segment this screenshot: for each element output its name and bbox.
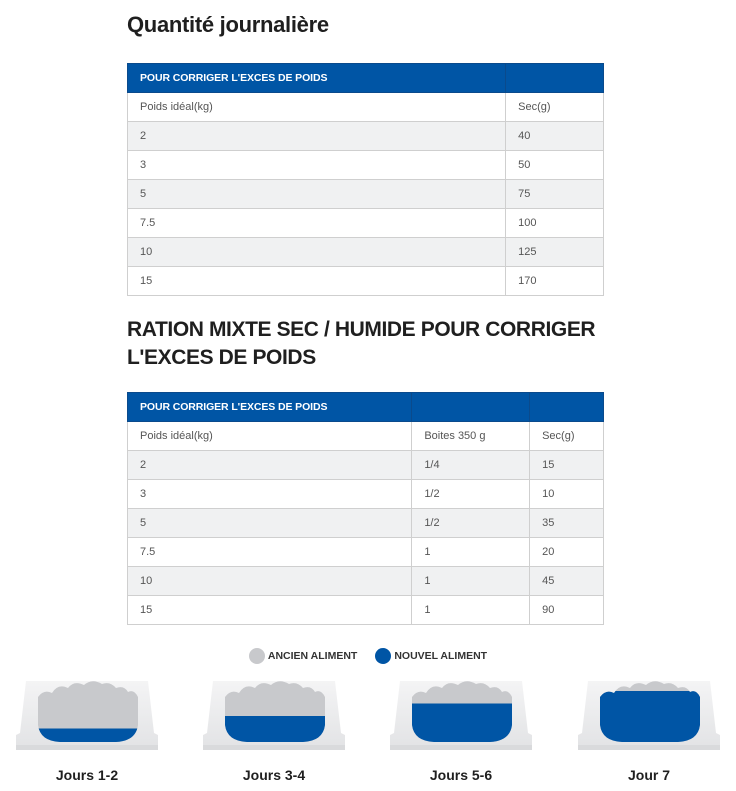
- day-label: Jours 5-6: [429, 767, 493, 783]
- table-header-title: POUR CORRIGER L'EXCES DE POIDS: [128, 64, 506, 93]
- food-bowl-icon: [203, 675, 345, 757]
- table-cell: 3: [128, 151, 506, 180]
- table-cell: 2: [128, 122, 506, 151]
- table-cell: 1: [412, 596, 530, 625]
- table-cell: 15: [128, 596, 412, 625]
- food-legend: [0, 648, 736, 664]
- table-cell: 10: [128, 567, 412, 596]
- mixed-ration-table: [127, 392, 604, 625]
- table-header-empty: [412, 393, 530, 422]
- table-cell: 170: [506, 267, 604, 296]
- table-row: [128, 451, 604, 480]
- table-cell: 15: [530, 451, 604, 480]
- table-header-empty: [530, 393, 604, 422]
- column-label-dry: Sec(g): [530, 422, 604, 451]
- table-cell: 35: [530, 509, 604, 538]
- table-row: [128, 209, 604, 238]
- table-cell: 100: [506, 209, 604, 238]
- table-cell: 5: [128, 509, 412, 538]
- legend-item-new-food: [375, 648, 487, 664]
- table-cell: 15: [128, 267, 506, 296]
- table-row: [128, 151, 604, 180]
- daily-quantity-table: [127, 63, 604, 296]
- table-row: [128, 480, 604, 509]
- column-label-cans: Boites 350 g: [412, 422, 530, 451]
- table-row: [128, 509, 604, 538]
- table-cell: 75: [506, 180, 604, 209]
- table-header-row: [128, 64, 604, 93]
- table-cell: 125: [506, 238, 604, 267]
- blue-dot-icon: [375, 648, 391, 664]
- table-cell: 1/2: [412, 480, 530, 509]
- page-title-daily-quantity: Quantité journalière: [127, 12, 329, 37]
- table-cell: 40: [506, 122, 604, 151]
- table-subheader-row: [128, 93, 604, 122]
- legend-label-old-food: ANCIEN ALIMENT: [267, 650, 358, 662]
- day-label: Jours 3-4: [242, 767, 306, 783]
- table-row: [128, 567, 604, 596]
- grey-dot-icon: [249, 648, 265, 664]
- legend-item-old-food: [249, 648, 357, 664]
- column-label-ideal-weight: Poids idéal(kg): [128, 93, 506, 122]
- day-label: Jour 7: [627, 767, 670, 783]
- table-cell: 7.5: [128, 209, 506, 238]
- table-cell: 2: [128, 451, 412, 480]
- column-label-ideal-weight: Poids idéal(kg): [128, 422, 412, 451]
- table-cell: 1/2: [412, 509, 530, 538]
- table-cell: 1/4: [412, 451, 530, 480]
- table-header-title: POUR CORRIGER L'EXCES DE POIDS: [128, 393, 412, 422]
- section-title-mixed-ration: RATION MIXTE SEC / HUMIDE POUR CORRIGER L'EXCES DE POIDS: [127, 318, 596, 369]
- table-cell: 50: [506, 151, 604, 180]
- food-bowl-icon: [390, 675, 532, 757]
- table-header-row: [128, 393, 604, 422]
- table-cell: 3: [128, 480, 412, 509]
- table-cell: 1: [412, 567, 530, 596]
- table-subheader-row: [128, 422, 604, 451]
- legend-label-new-food: NOUVEL ALIMENT: [394, 650, 488, 662]
- column-label-dry: Sec(g): [506, 93, 604, 122]
- table-row: [128, 596, 604, 625]
- table-cell: 1: [412, 538, 530, 567]
- table-header-empty: [506, 64, 604, 93]
- table-cell: 45: [530, 567, 604, 596]
- table-row: [128, 238, 604, 267]
- table-cell: 10: [530, 480, 604, 509]
- table-cell: 5: [128, 180, 506, 209]
- table-cell: 10: [128, 238, 506, 267]
- table-row: [128, 122, 604, 151]
- table-cell: 90: [530, 596, 604, 625]
- table-row: [128, 267, 604, 296]
- food-bowl-icon: [16, 675, 158, 757]
- day-label: Jours 1-2: [55, 767, 119, 783]
- food-bowl-icon: [578, 675, 720, 757]
- table-cell: 7.5: [128, 538, 412, 567]
- table-row: [128, 180, 604, 209]
- table-cell: 20: [530, 538, 604, 567]
- table-row: [128, 538, 604, 567]
